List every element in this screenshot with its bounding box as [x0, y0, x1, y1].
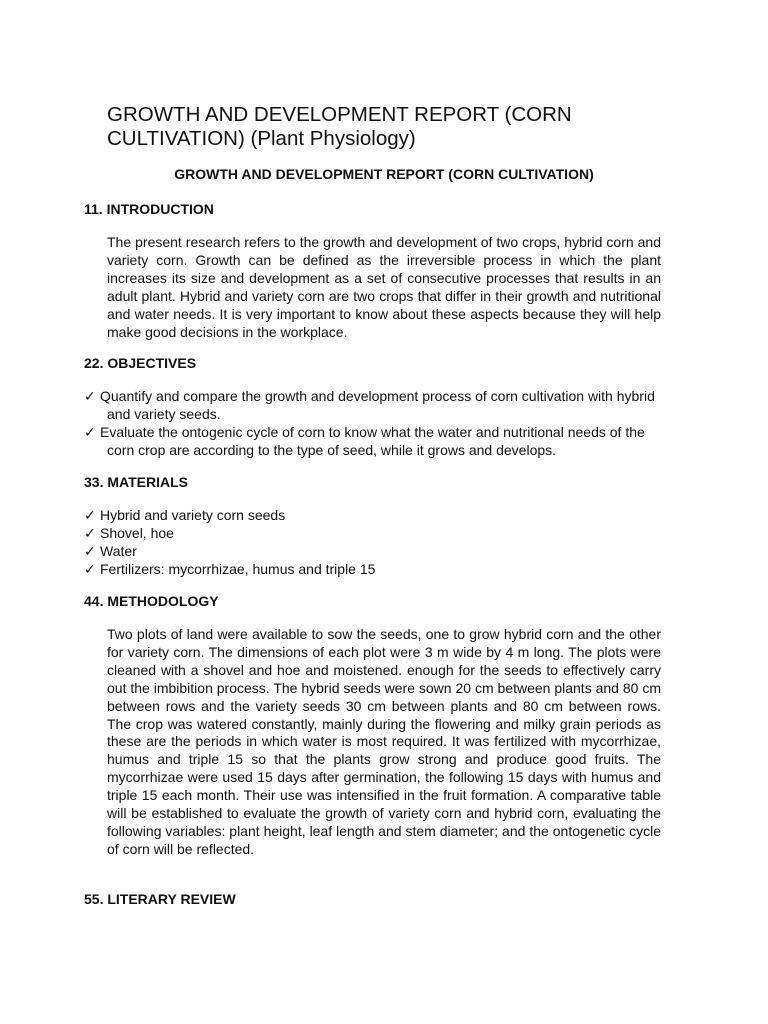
material-text: Hybrid and variety corn seeds — [100, 507, 286, 523]
check-icon: ✓ — [84, 524, 96, 541]
objectives-heading: 22. OBJECTIVES — [84, 355, 197, 371]
check-icon: ✓ — [84, 507, 96, 523]
objectives-list — [84, 388, 664, 460]
list-item — [84, 543, 664, 561]
material-text: Fertilizers: mycorrhizae, humus and triple 15 — [100, 560, 376, 577]
list-item — [84, 388, 664, 424]
objective-text: Quantify and compare the growth and development process of corn cultivation with hybrid and variety seeds. — [100, 388, 655, 422]
check-icon: ✓ — [84, 423, 96, 440]
list-item — [84, 561, 664, 579]
list-item — [84, 525, 664, 543]
introduction-heading: 11. INTRODUCTION — [84, 201, 214, 217]
introduction-paragraph: The present research refers to the growth and development of two crops, hybrid corn and variety corn. Growth can be defined as the irreversible process in which the plant increases its size and development as a set of consecutive processes that results in an adult plant. Hybrid and variety corn are two crops that differ in their growth and nutritional and water needs. It is very important to know about these aspects because they will help make good decisions in the workplace. — [107, 234, 661, 340]
list-item — [84, 424, 664, 460]
material-text: Water — [100, 542, 137, 559]
document-title: GROWTH AND DEVELOPMENT REPORT (CORN CULTIVATION) (Plant Physiology) — [107, 103, 572, 150]
literary-review-heading: 55. LITERARY REVIEW — [84, 891, 236, 907]
materials-heading: 33. MATERIALS — [84, 474, 188, 490]
check-icon: ✓ — [84, 560, 96, 577]
material-text: Shovel, hoe — [100, 524, 174, 541]
check-icon: ✓ — [84, 542, 96, 559]
methodology-heading: 44. METHODOLOGY — [84, 593, 219, 609]
methodology-paragraph: Two plots of land were available to sow the seeds, one to grow hybrid corn and the other for variety corn. The dimensions of each plot were 3 m wide by 4 m long. The plots were cleaned with a shovel and hoe and moistened. enough for the seeds to effectively carry out the imbibition process. The hybrid seeds were sown 20 cm between plants and 80 cm between rows and the variety seeds 30 cm between plants and 80 cm between rows. The crop was watered constantly, mainly during the flowering and milky grain periods as these are the periods in which water is most required. It was fertilized with mycorrhizae, humus and triple 15 so that the plants grow strong and produce good fruits. The mycorrhizae were used 15 days after germination, the following 15 days with humus and triple 15 each month. Their use was intensified in the fruit formation. A comparative table will be established to evaluate the growth of variety corn and hybrid corn, evaluating the following variables: plant height, leaf length and stem diameter; and the ontogenetic cycle of corn will be reflected. — [107, 626, 661, 857]
check-icon: ✓ — [84, 388, 96, 404]
list-item — [84, 507, 664, 525]
objective-text: Evaluate the ontogenic cycle of corn to know what the water and nutritional needs of the corn crop are according to the type of seed, while it grows and develops. — [100, 423, 645, 458]
materials-list — [84, 507, 664, 579]
report-heading: GROWTH AND DEVELOPMENT REPORT (CORN CULTIVATION) — [174, 166, 594, 182]
